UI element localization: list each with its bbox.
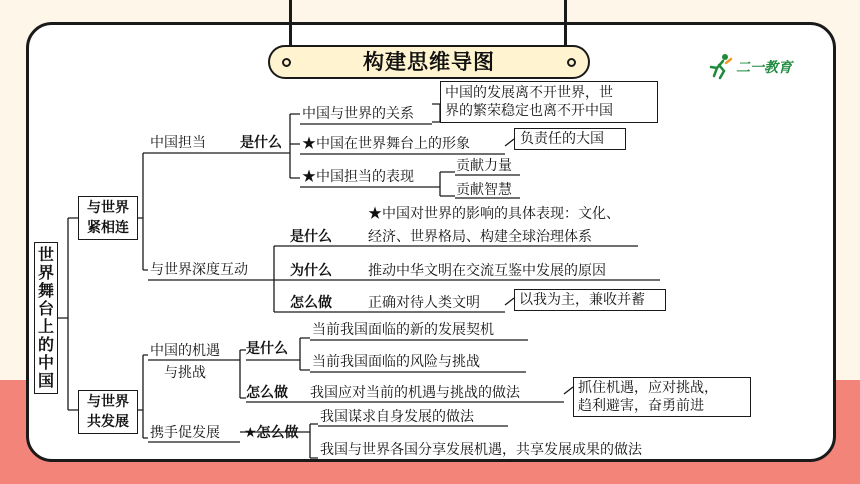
- node-manifest: ★中国担当的表现: [302, 169, 414, 185]
- branch-develop-line2: 共发展: [87, 414, 129, 430]
- q-what-2: 是什么: [290, 229, 332, 245]
- branch-connect-line1: 与世界: [87, 200, 129, 216]
- leaf-how-civilization: 正确对待人类文明: [368, 295, 480, 311]
- branch-node-develop: [78, 390, 138, 434]
- node-deep-interaction: 与世界深度互动: [150, 262, 248, 278]
- q-why: 为什么: [290, 263, 332, 279]
- q-how-2: 怎么做: [246, 385, 288, 401]
- node-china-responsibility: 中国担当: [150, 135, 206, 151]
- node-opportunity-line1: 中国的机遇: [150, 343, 220, 359]
- note-civilization: 以我为主，兼收并蓄: [514, 289, 666, 311]
- leaf-opportunity: 当前我国面临的新的发展契机: [312, 322, 494, 338]
- node-relation: 中国与世界的关系: [302, 106, 414, 122]
- q-what-1: 是什么: [240, 135, 282, 151]
- page-title: 构建思维导图: [363, 50, 495, 74]
- node-joint-development: 携手促发展: [150, 425, 220, 441]
- branch-connect-line2: 紧相连: [87, 220, 129, 236]
- leaf-response: 我国应对当前的机遇与挑战的做法: [310, 385, 520, 401]
- q-how-3: ★怎么做: [244, 425, 299, 441]
- note-relation: [440, 81, 658, 123]
- leaf-shared-development: 我国与世界各国分享发展机遇，共享发展成果的做法: [320, 442, 642, 458]
- note-response: [573, 377, 751, 417]
- note-response-line1: 抓住机遇，应对挑战，: [578, 380, 718, 396]
- branch-develop-line1: 与世界: [87, 394, 129, 410]
- note-relation-line1: 中国的发展离不开世界，世: [445, 85, 613, 101]
- leaf-risk: 当前我国面临的风险与挑战: [312, 354, 480, 370]
- note-relation-line2: 界的繁荣稳定也离不开中国: [445, 103, 613, 119]
- logo-text: 二一教育: [736, 60, 792, 76]
- leaf-contribute-power: 贡献力量: [456, 158, 512, 174]
- root-node: 世界舞台上的中国: [34, 242, 58, 394]
- note-image: 负责任的大国: [514, 128, 626, 150]
- leaf-why: 推动中华文明在交流互鉴中发展的原因: [368, 263, 606, 279]
- note-response-line2: 趋利避害，奋勇前进: [578, 398, 704, 414]
- q-how-1: 怎么做: [290, 295, 332, 311]
- branch-node-connect: [78, 196, 138, 240]
- leaf-influence-line2: 经济、世界格局、构建全球治理体系: [368, 229, 592, 245]
- leaf-self-development: 我国谋求自身发展的做法: [320, 409, 474, 425]
- q-what-3: 是什么: [246, 341, 288, 357]
- node-image: ★中国在世界舞台上的形象: [302, 136, 470, 152]
- node-opportunity-line2: 与挑战: [164, 365, 206, 381]
- leaf-influence-line1: ★中国对世界的影响的具体表现：文化、: [368, 206, 620, 222]
- leaf-contribute-wisdom: 贡献智慧: [456, 182, 512, 198]
